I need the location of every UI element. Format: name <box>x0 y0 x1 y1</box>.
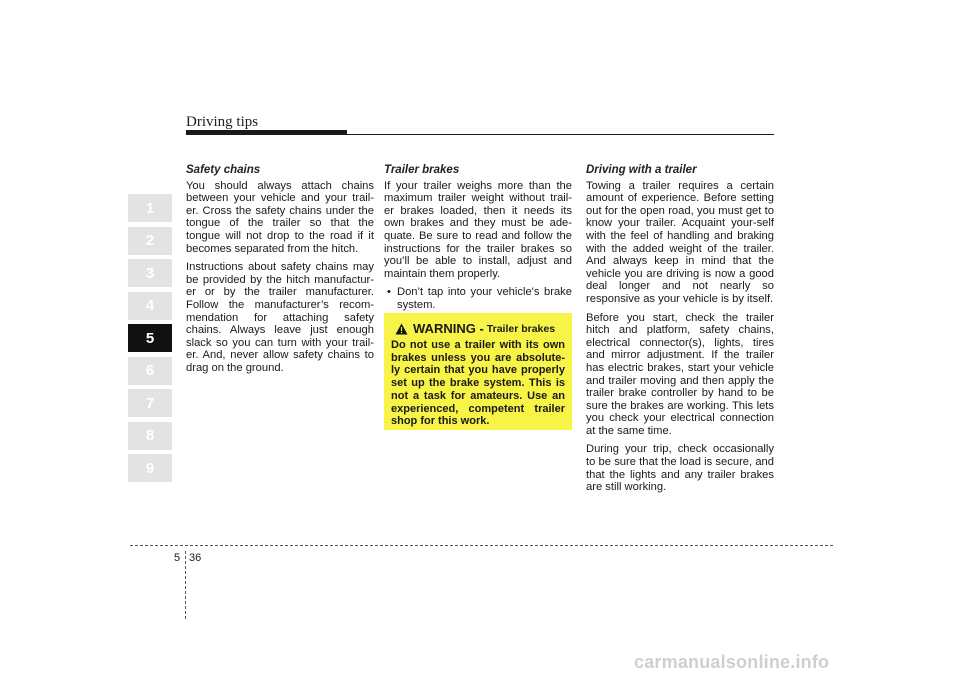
chapter-tab-6[interactable]: 6 <box>128 357 172 385</box>
section-heading-safety-chains: Safety chains <box>186 164 261 176</box>
column-trailer-brakes <box>384 164 572 312</box>
warning-subject: Trailer brakes <box>486 323 556 335</box>
chapter-tab-7[interactable]: 7 <box>128 389 172 417</box>
column-safety-chains <box>186 164 374 381</box>
column-driving-with-trailer <box>586 164 774 500</box>
watermark: carmanualsonline.info <box>634 652 830 672</box>
section-heading-trailer-brakes: Trailer brakes <box>384 164 460 176</box>
footer-rule <box>130 545 833 546</box>
paragraph: If your trailer weighs more than the maximum trailer weight without trail-er brakes loaded, then it needs its own brakes and they must be ade-quate. Be sure to read and follow the instructions for the trailer brakes so you’ll be able to install, adjust and maintain them properly. <box>384 179 572 280</box>
chapter-tab-3[interactable]: 3 <box>128 259 172 287</box>
chapter-tab-5-active[interactable]: 5 <box>128 324 172 352</box>
chapter-tabs <box>128 194 172 487</box>
footer-page-number: 36 <box>189 552 202 564</box>
footer-divider <box>185 551 186 619</box>
chapter-tab-1[interactable]: 1 <box>128 194 172 222</box>
section-heading-driving-with-trailer: Driving with a trailer <box>586 164 697 176</box>
footer-chapter-number: 5 <box>174 552 181 564</box>
paragraph: You should always attach chains between your vehicle and your trail-er. Cross the safety chains under the tongue of the trailer so that the tongue will not drop to the road if it becomes separated from the hitch. <box>186 179 374 255</box>
warning-label: WARNING - <box>413 321 484 336</box>
chapter-tab-8[interactable]: 8 <box>128 422 172 450</box>
header-rule-thin <box>347 134 774 135</box>
paragraph: Instructions about safety chains may be provided by the hitch manufactur-er or by the trailer manufacturer. Follow the manufacturer’s recom-mendation for attaching safety chains. Always leave just enough slack so you can turn with your trail-er. And, never allow safety chains to drag on the ground. <box>186 261 374 374</box>
bullet-item: • Don’t tap into your vehicle's brake system. <box>384 286 572 311</box>
warning-triangle-icon <box>395 323 408 335</box>
paragraph: Towing a trailer requires a certain amount of experience. Before setting out for the open road, you must get to know your trailer. Acquaint your-self with the feel of handling and braking with the added weight of the trailer. And always keep in mind that the vehicle you are driving is now a good deal longer and not nearly so responsive as your vehicle is by itself. <box>586 179 774 305</box>
bullet-list <box>384 286 572 311</box>
warning-header <box>395 321 565 336</box>
page-header-title: Driving tips <box>186 114 259 130</box>
warning-body: Do not use a trailer with its own brakes unless you are absolute-ly certain that you have properly set up the brake system. This is not a task for amateurs. Use an experienced, competent trailer shop for this work. <box>391 339 565 428</box>
warning-box <box>384 313 572 430</box>
chapter-tab-2[interactable]: 2 <box>128 227 172 255</box>
chapter-tab-4[interactable]: 4 <box>128 292 172 320</box>
chapter-tab-9[interactable]: 9 <box>128 454 172 482</box>
paragraph: During your trip, check occasionally to be sure that the load is secure, and that the lights and any trailer brakes are still working. <box>586 443 774 494</box>
header-rule-thick <box>186 130 347 135</box>
paragraph: Before you start, check the trailer hitch and platform, safety chains, electrical connector(s), lights, tires and mirror adjustment. If the trailer has electric brakes, start your vehicle and trailer moving and then apply the trailer brake controller by hand to be sure the brakes are working. This lets you check your electrical connection at the same time. <box>586 311 774 437</box>
